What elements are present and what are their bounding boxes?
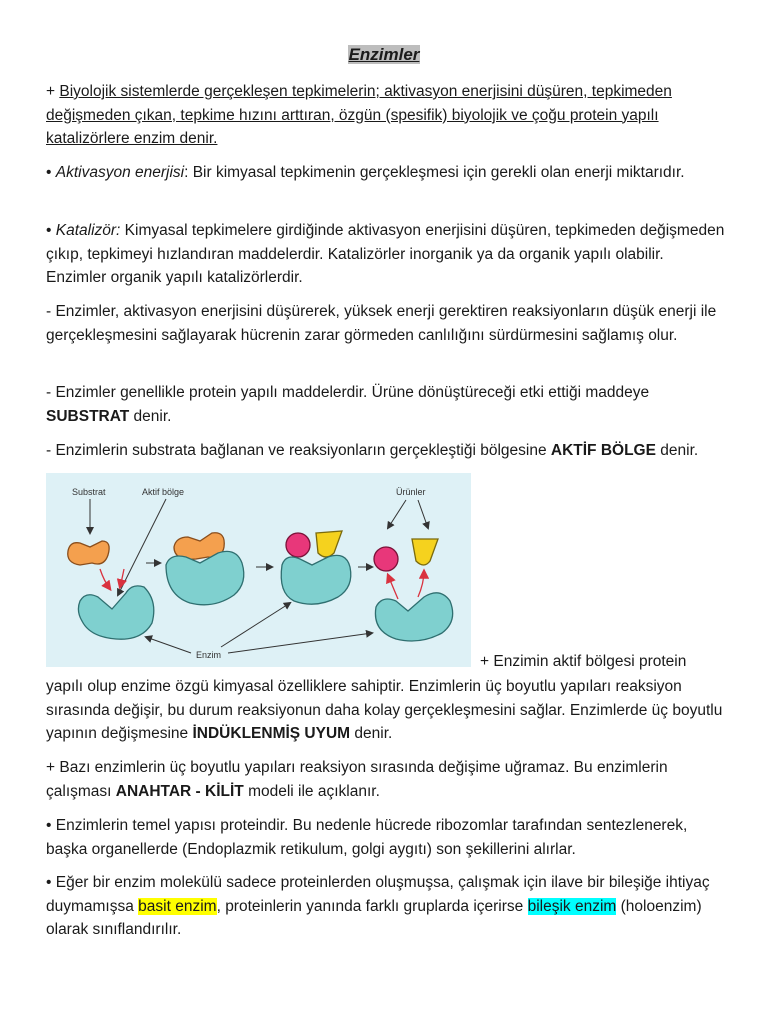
katalizor-paragraph: • Katalizör: Kimyasal tepkimelere girdiğinde aktivasyon enerjisini düşüren, tepkimeden değişmeden çıkıp, tepkimeyi hızlandıran maddelerdir. Katalizörler inorganik ya da organik yapılı olabilir. Enzimler organik yapılı katalizörlerdir. <box>46 222 725 286</box>
substrat-paragraph: - Enzimler genellikle protein yapılı maddelerdir. Ürüne dönüştüreceği etki ettiği maddeye SUBSTRAT denir. <box>46 384 650 425</box>
aktif-bolge-term: AKTİF BÖLGE <box>550 442 656 459</box>
basit-enzim-highlight: basit enzim <box>138 897 217 915</box>
aktif-bolge-protein-line: + Enzimin aktif bölgesi protein <box>480 653 687 670</box>
aktivasyon-paragraph: • Aktivasyon enerjisi: Bir kimyasal tepkimenin gerçekleşmesi için gerekli olan enerji miktarıdır. <box>46 164 685 181</box>
bilesik-enzim-highlight: bileşik enzim <box>527 897 617 915</box>
anahtar-kilit-term: ANAHTAR - KİLİT <box>115 782 244 800</box>
induklenmis-uyum-paragraph: yapılı olup enzime özgü kimyasal özelliklere sahiptir. Enzimlerin üç boyutlu yapıları reaksiyon sırasında değişir, bu durum reaksiyonun daha kolay gerçekleşmesini sağlar. Enzimlerde üç boyutlu yapının değişmesine İNDÜKLENMİŞ UYUM denir. <box>46 678 723 742</box>
red-arrow-4 <box>418 571 424 597</box>
substrat-term: SUBSTRAT <box>46 407 130 425</box>
katalizor-term: Katalizör: <box>55 222 121 239</box>
enzyme-shape-2 <box>166 551 244 604</box>
page-title: Enzimler <box>348 45 420 64</box>
enzim-arrow-2 <box>228 633 372 653</box>
label-urunler: Ürünler <box>396 487 426 497</box>
intro-paragraph: + Biyolojik sistemlerde gerçekleşen tepkimelerin; aktivasyon enerjisini düşüren, tepkimeden değişmeden çıkan, tepkime hızını arttıran, özgün (spesifik) biyolojik ve çoğu protein yapılı katalizörlere enzim denir. <box>46 83 672 147</box>
enzyme-diagram <box>46 473 471 667</box>
enzyme-substrate-figure <box>46 473 471 667</box>
product-yellow-3 <box>316 531 342 557</box>
product-pink-4 <box>374 547 398 571</box>
enzim-energy-paragraph: - Enzimler, aktivasyon enerjisini düşürerek, yüksek enerji gerektiren reaksiyonların düşük enerji ile gerçekleşmesini sağlayarak hücrenin zarar görmeden canlılığını sürdürmesini sağlamış olur. <box>46 303 717 344</box>
enzim-arrow-3 <box>221 603 290 647</box>
enzim-arrow-1 <box>146 637 191 653</box>
arrow-aktif-bolge <box>118 499 166 595</box>
enzyme-shape-1 <box>78 586 153 639</box>
label-substrat: Substrat <box>72 487 106 497</box>
enzyme-shape-4 <box>375 593 452 641</box>
arrow-urun-1 <box>388 500 406 528</box>
induklenmis-uyum-term: İNDÜKLENMİŞ UYUM <box>192 725 351 742</box>
substrate-shape-1 <box>68 541 109 565</box>
enzyme-shape-3 <box>281 555 351 604</box>
ribozom-paragraph: • Enzimlerin temel yapısı proteindir. Bu nedenle hücrede ribozomlar tarafından sentezlenerek, başka organellerde (Endoplazmik retikulum, golgi aygıtı) son şekillerini alırlar. <box>46 817 688 858</box>
enzim-siniflandirma-paragraph: • Eğer bir enzim molekülü sadece proteinlerden oluşmuşsa, çalışmak için ilave bir bileşiğe ihtiyaç duymamışsa basit enzim, proteinlerin yanında farklı gruplarda içerirse bileşik enzim (holoenzim) olarak sınıflandırılır. <box>46 874 710 938</box>
product-yellow-4 <box>412 539 438 565</box>
arrow-urun-2 <box>418 500 428 528</box>
label-enzim: Enzim <box>196 650 222 660</box>
red-arrow-1 <box>100 569 110 589</box>
aktif-bolge-paragraph: - Enzimlerin substrata bağlanan ve reaksiyonların gerçekleştiği bölgesine AKTİF BÖLGE denir. <box>46 442 699 459</box>
anahtar-kilit-paragraph: + Bazı enzimlerin üç boyutlu yapıları reaksiyon sırasında değişime uğramaz. Bu enzimlerin çalışması ANAHTAR - KİLİT modeli ile açıklanır. <box>46 759 668 800</box>
red-arrow-3 <box>388 575 398 599</box>
aktivasyon-term: Aktivasyon enerjisi <box>55 164 185 181</box>
product-pink-3 <box>286 533 310 557</box>
label-aktif-bolge: Aktif bölge <box>142 487 185 497</box>
